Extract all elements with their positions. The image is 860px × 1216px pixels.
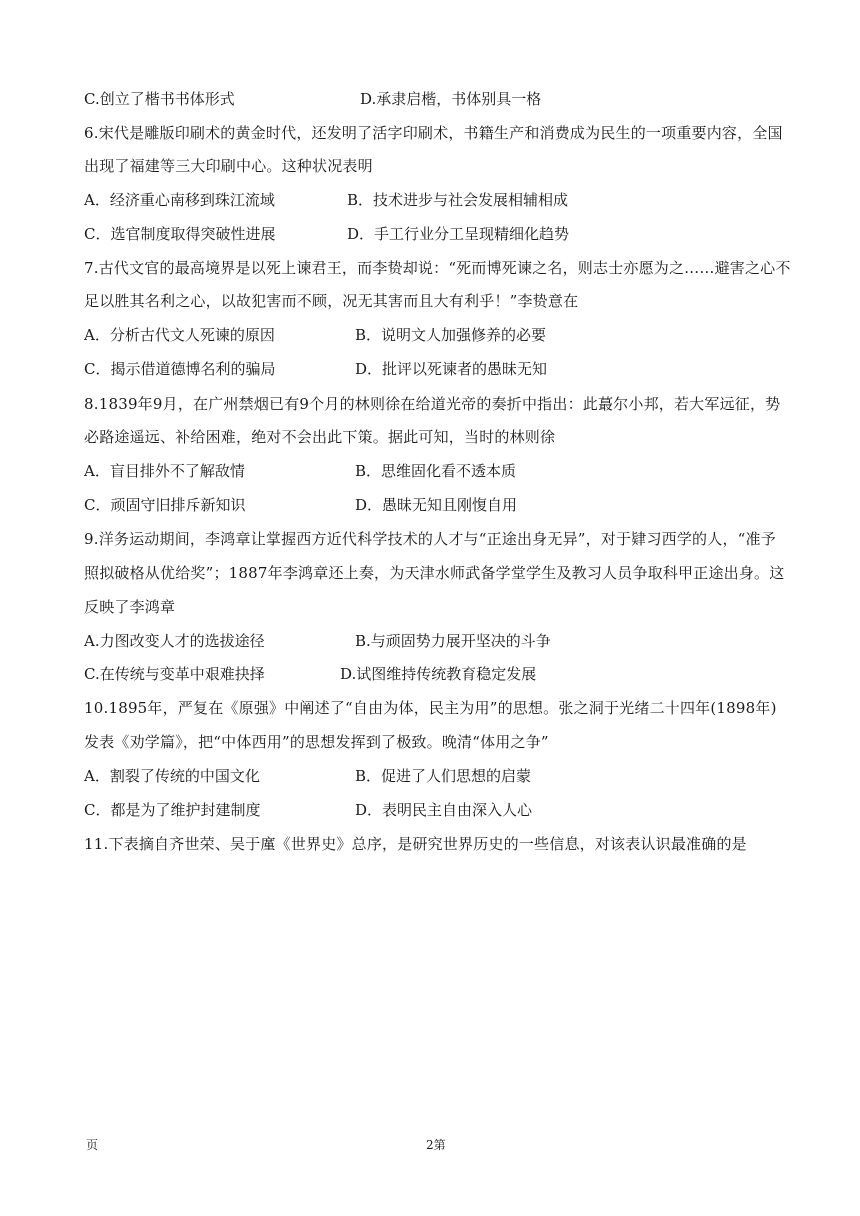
q10-option-c: C．都是为了维护封建制度 [84, 801, 261, 819]
q7-option-d: D．批评以死谏者的愚昧无知 [355, 360, 548, 378]
q9-stem-line-2: 照拟破格从优给奖”；1887年李鸿章还上奏，为天津水师武备学堂学生及教习人员争取科甲正途出身。这 [84, 564, 785, 582]
q11-stem-line-1: 11.下表摘自齐世荣、吴于廑《世界史》总序，是研究世界历史的一些信息，对该表认识最准确的是 [84, 835, 747, 853]
footer-left: 页 [86, 1138, 99, 1152]
q8-option-d: D．愚昧无知且刚愎自用 [355, 496, 518, 514]
q10-stem-line-1: 10.1895年，严复在《原强》中阐述了“自由为体，民主为用”的思想。张之洞于光绪二十四年(1898年) [84, 699, 777, 717]
q8-option-a: A．盲目排外不了解敌情 [84, 462, 245, 480]
q10-option-b: B．促进了人们思想的启蒙 [355, 767, 532, 785]
q8-stem-line-1: 8.1839年9月，在广州禁烟已有9个月的林则徐在给道光帝的奏折中指出：此蕞尔小邦，若大军远征，势 [84, 395, 781, 413]
q9-option-c: C.在传统与变革中艰难抉择 [84, 665, 265, 683]
q9-option-a: A.力图改变人才的选拔途径 [84, 632, 265, 650]
q8-option-b: B．思维固化看不透本质 [355, 462, 517, 480]
q6-option-c: C．选官制度取得突破性进展 [84, 225, 276, 243]
q6-stem-line-2: 出现了福建等三大印刷中心。这种状况表明 [84, 157, 373, 175]
q7-option-b: B．说明文人加强修养的必要 [355, 326, 547, 344]
q9-stem-line-1: 9.洋务运动期间，李鸿章让掌握西方近代科学技术的人才与“正途出身无异”，对于肄习西学的人，“准予 [84, 530, 776, 548]
q9-stem-line-3: 反映了李鸿章 [84, 598, 176, 616]
q10-stem-line-2: 发表《劝学篇》，把“中体西用”的思想发挥到了极致。晚清“体用之争” [84, 733, 549, 751]
q8-option-c: C．顽固守旧排斥新知识 [84, 496, 246, 514]
q9-option-b: B.与顽固势力展开坚决的斗争 [355, 632, 551, 650]
q7-stem-line-2: 足以胜其名利之心，以故犯害而不顾，况无其害而且大有利乎！”李贽意在 [84, 292, 579, 310]
q8-stem-line-2: 必路途遥远、补给困难，绝对不会出此下策。据此可知，当时的林则徐 [84, 428, 556, 446]
q7-stem-line-1: 7.古代文官的最高境界是以死上谏君王，而李贽却说：“死而博死谏之名，则志士亦愿为之……避害之心不 [84, 259, 791, 277]
q6-stem-line-1: 6.宋代是雕版印刷术的黄金时代，还发明了活字印刷术，书籍生产和消费成为民生的一项重要内容，全国 [84, 124, 783, 142]
q7-option-c: C．揭示借道德博名利的骗局 [84, 360, 276, 378]
q6-option-a: A．经济重心南移到珠江流域 [84, 191, 275, 209]
q5-option-c: C.创立了楷书书体形式 [84, 90, 235, 108]
q10-option-d: D．表明民主自由深入人心 [355, 801, 533, 819]
page-number: 2第 [426, 1138, 446, 1152]
q5-option-d: D.承隶启楷，书体别具一格 [360, 90, 542, 108]
q6-option-b: B．技术进步与社会发展相辅相成 [347, 191, 569, 209]
q9-option-d: D.试图维持传统教育稳定发展 [340, 665, 537, 683]
q10-option-a: A．割裂了传统的中国文化 [84, 767, 260, 785]
q6-option-d: D．手工行业分工呈现精细化趋势 [347, 225, 570, 243]
q7-option-a: A．分析古代文人死谏的原因 [84, 326, 275, 344]
